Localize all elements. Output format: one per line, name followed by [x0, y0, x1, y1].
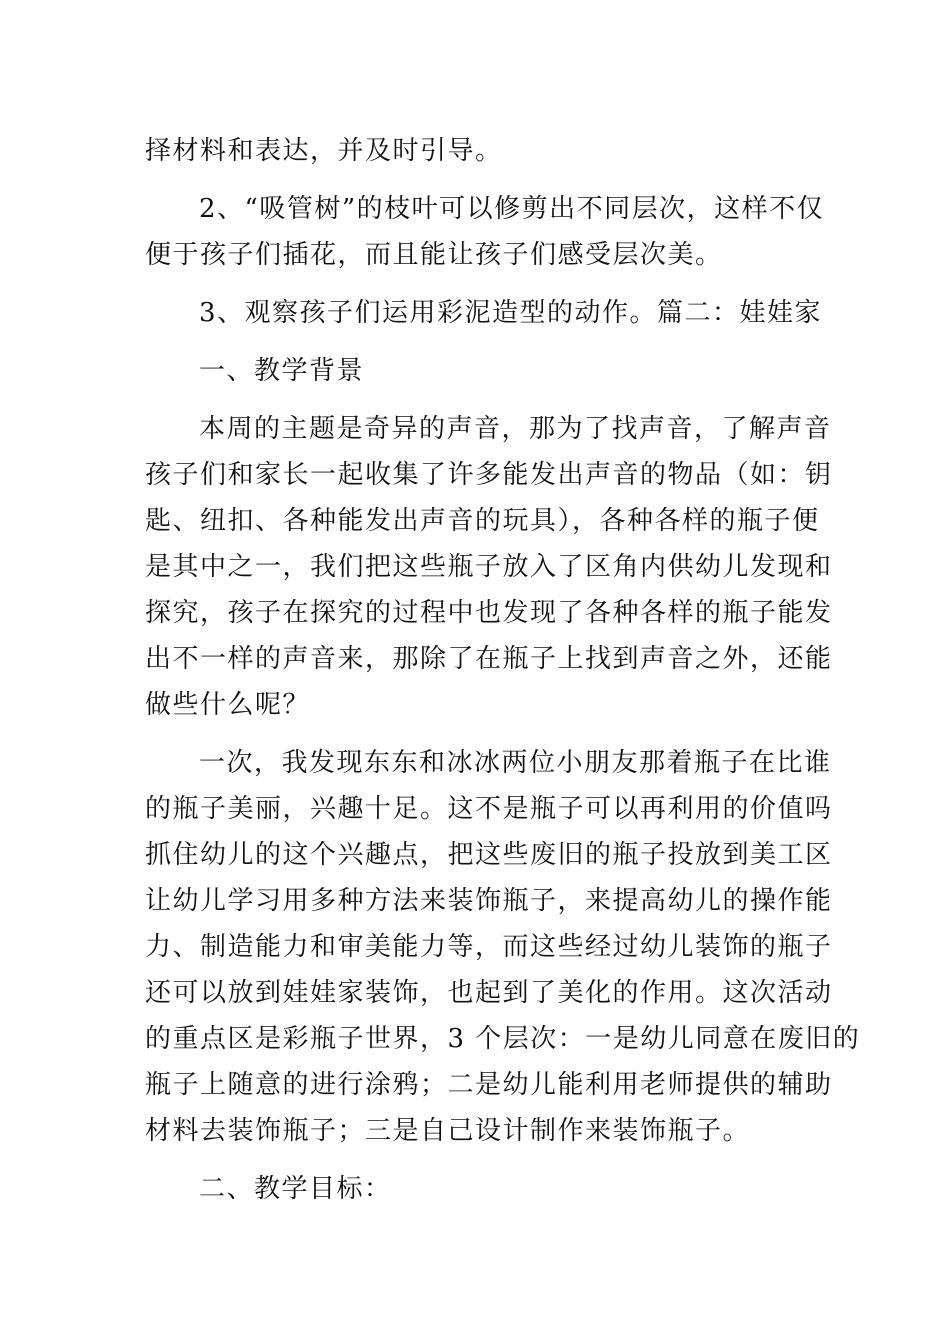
text-line: 孩子们和家长一起收集了许多能发出声音的物品（如：钥	[145, 460, 833, 490]
text-line: 便于孩子们插花，而且能让孩子们感受层次美。	[145, 240, 723, 270]
text-line: 做些什么呢？	[145, 690, 311, 720]
text-line: 择材料和表达，并及时引导。	[145, 136, 503, 166]
text-line: 是其中之一，我们把这些瓶子放入了区角内供幼儿发现和	[145, 552, 833, 582]
text-line: 力、制造能力和审美能力等，而这些经过幼儿装饰的瓶子	[145, 932, 833, 962]
text-line: 匙、纽扣、各种能发出声音的玩具），各种各样的瓶子便	[145, 506, 820, 536]
text-line: 3、观察孩子们运用彩泥造型的动作。篇二：娃娃家	[199, 298, 823, 328]
text-line: 出不一样的声音来，那除了在瓶子上找到声音之外，还能	[145, 644, 833, 674]
text-line: 抓住幼儿的这个兴趣点，把这些废旧的瓶子投放到美工区	[145, 840, 833, 870]
text-line: 2、“吸管树”的枝叶可以修剪出不同层次，这样不仅	[199, 194, 825, 224]
text-line: 的重点区是彩瓶子世界，3 个层次：一是幼儿同意在废旧的	[145, 1024, 861, 1054]
text-line: 本周的主题是奇异的声音，那为了找声音，了解声音	[199, 414, 832, 444]
section-heading: 二、教学目标：	[199, 1174, 392, 1204]
text-line: 瓶子上随意的进行涂鸦；二是幼儿能利用老师提供的辅助	[145, 1070, 833, 1100]
document-body	[145, 128, 861, 1212]
text-line: 还可以放到娃娃家装饰，也起到了美化的作用。这次活动	[145, 978, 833, 1008]
text-line: 探究，孩子在探究的过程中也发现了各种各样的瓶子能发	[145, 598, 833, 628]
text-line: 的瓶子美丽，兴趣十足。这不是瓶子可以再利用的价值吗	[145, 794, 833, 824]
text-line: 让幼儿学习用多种方法来装饰瓶子，来提高幼儿的操作能	[145, 886, 833, 916]
text-line: 材料去装饰瓶子；三是自己设计制作来装饰瓶子。	[145, 1116, 751, 1146]
section-heading: 一、教学背景	[199, 356, 365, 386]
text-line: 一次，我发现东东和冰冰两位小朋友那着瓶子在比谁	[199, 748, 832, 778]
